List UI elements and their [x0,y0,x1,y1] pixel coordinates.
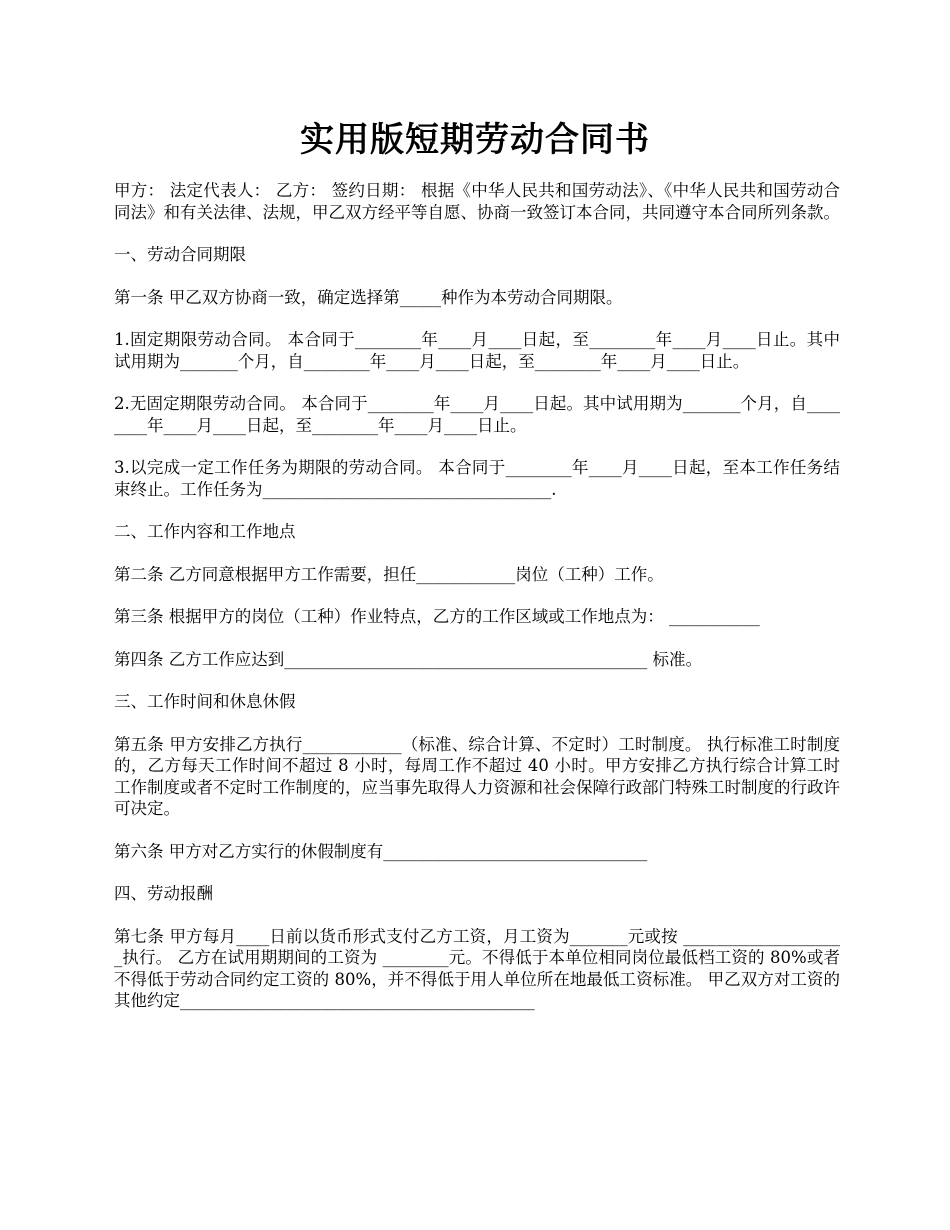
term-option-task-based: 3.以完成一定工作任务为期限的劳动合同。 本合同于________年____月____日起，至本工作任务结束终止。工作任务为___________________________________. [114,458,840,499]
section-heading-term: 一、劳动合同期限 [114,245,246,264]
article-3: 第三条 根据甲方的岗位（工种）作业特点，乙方的工作区域或工作地点为： ___________ [114,607,760,626]
article-7: 第七条 甲方每月____日前以货币形式支付乙方工资，月工资为_______元或按 ____________________执行。 乙方在试用期期间的工资为 ________元。不得低于本单位相同岗位最低档工资的 80%或者不得低于劳动合同约定工资的 80%，并不得低于用人单位所在地最低工资标准。 甲乙双方对工资的其他约定___________________________________________ [114,926,840,1010]
term-option-open-ended: 2.无固定期限劳动合同。 本合同于________年____月____日起。其中试用期为_______个月，自________年____月____日起，至________年____月____日止。 [114,394,840,435]
article-6: 第六条 甲方对乙方实行的休假制度有________________________________ [114,841,648,861]
term-option-fixed: 1.固定期限劳动合同。 本合同于________年____月____日起，至________年____月____日止。其中试用期为_______个月，自________年____月____日起，至________年____月____日止。 [114,330,840,371]
article-2: 第二条 乙方同意根据甲方工作需要，担任____________岗位（工种）工作。 [114,564,664,584]
article-5: 第五条 甲方安排乙方执行____________（标准、综合计算、不定时）工时制度。 执行标准工时制度的，乙方每天工作时间不超过 8 小时，每周工作不超过 40 小时。甲方安排乙方执行综合计算工时工作制度或者不定时工作制度的，应当事先取得人力资源和社会保障行政部门特殊工时制度的行政许可决定。 [114,734,840,818]
document-title: 实用版短期劳动合同书 [300,120,650,160]
section-heading-work-content: 二、工作内容和工作地点 [114,522,296,541]
section-heading-remuneration: 四、劳动报酬 [114,884,213,903]
article-1: 第一条 甲乙双方协商一致，确定选择第_____种作为本劳动合同期限。 [114,287,623,307]
preamble-paragraph: 甲方： 法定代表人： 乙方： 签约日期： 根据《中华人民共和国劳动法》、《中华人民共和国劳动合同法》和有关法律、法规，甲乙双方经平等自愿、协商一致签订本合同，共同遵守本合同所列条款。 [114,181,840,222]
section-heading-working-hours: 三、工作时间和休息休假 [114,692,296,711]
article-4: 第四条 乙方工作应达到____________________________________________ 标准。 [114,649,702,669]
document-body [114,180,840,1033]
